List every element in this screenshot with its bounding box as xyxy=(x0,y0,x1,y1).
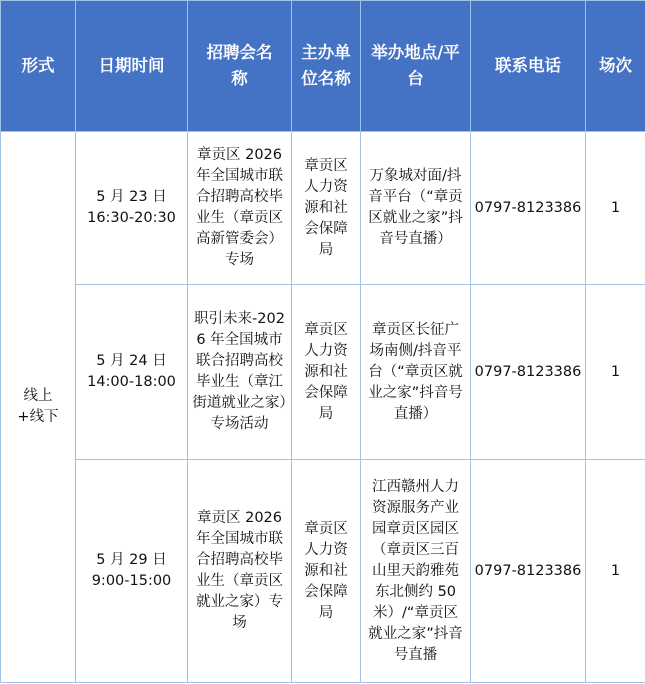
format-text: 线上+线下 xyxy=(17,388,59,425)
date-text: 5 月 23 日 xyxy=(96,189,167,205)
datetime-cell xyxy=(76,132,188,285)
venue-cell: 江西赣州人力资源服务产业园章贡区园区（章贡区三百山里天韵雅苑东北侧约 50 米）/“章贡区就业之家”抖音号直播 xyxy=(361,460,471,683)
count-cell: 1 xyxy=(586,285,645,460)
organizer-cell: 章贡区人力资源和社会保障局 xyxy=(292,132,361,285)
venue-cell: 万象城对面/抖音平台（“章贡区就业之家”抖音号直播） xyxy=(361,132,471,285)
header-fair-name: 招聘会名称 xyxy=(188,1,292,132)
phone-cell: 0797-8123386 xyxy=(471,132,586,285)
table-row xyxy=(1,460,645,683)
header-organizer: 主办单位名称 xyxy=(292,1,361,132)
header-datetime: 日期时间 xyxy=(76,1,188,132)
phone-cell: 0797-8123386 xyxy=(471,460,586,683)
count-cell: 1 xyxy=(586,132,645,285)
date-text: 5 月 24 日 xyxy=(96,353,167,369)
date-text: 5 月 29 日 xyxy=(96,552,167,568)
time-text: 14:00-18:00 xyxy=(87,374,176,390)
organizer-cell: 章贡区人力资源和社会保障局 xyxy=(292,285,361,460)
datetime-cell xyxy=(76,460,188,683)
time-text: 9:00-15:00 xyxy=(91,573,172,589)
datetime-cell xyxy=(76,285,188,460)
table-row xyxy=(1,285,645,460)
header-format: 形式 xyxy=(1,1,76,132)
organizer-cell: 章贡区人力资源和社会保障局 xyxy=(292,460,361,683)
header-phone: 联系电话 xyxy=(471,1,586,132)
header-venue: 举办地点/平台 xyxy=(361,1,471,132)
fair-name-cell: 章贡区 2026 年全国城市联合招聘高校毕业生（章贡区高新管委会）专场 xyxy=(188,132,292,285)
count-cell: 1 xyxy=(586,460,645,683)
venue-cell: 章贡区长征广场南侧/抖音平台（“章贡区就业之家”抖音号直播） xyxy=(361,285,471,460)
time-text: 16:30-20:30 xyxy=(87,210,176,226)
table-row xyxy=(1,132,645,285)
fair-name-cell: 职引未来-2026 年全国城市联合招聘高校毕业生（章江街道就业之家）专场活动 xyxy=(188,285,292,460)
format-cell xyxy=(1,132,76,683)
fair-name-cell: 章贡区 2026 年全国城市联合招聘高校毕业生（章贡区就业之家）专场 xyxy=(188,460,292,683)
phone-cell: 0797-8123386 xyxy=(471,285,586,460)
header-count: 场次 xyxy=(586,1,645,132)
table-header-row xyxy=(1,1,645,132)
